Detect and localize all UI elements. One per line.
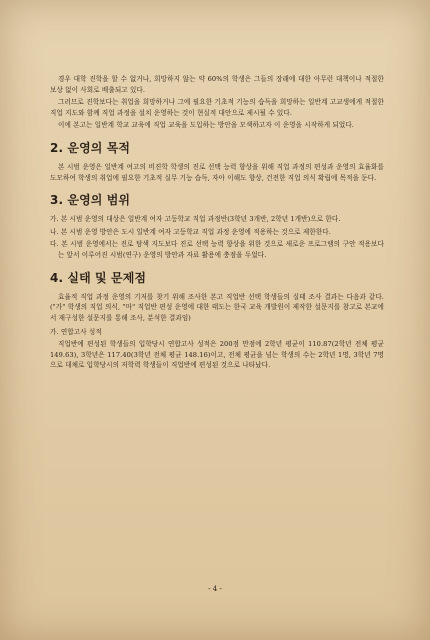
section-3-item-ga: 가. 본 시범 운영의 대상은 일반계 여자 고등학교 직업 과정반(3학년 3개반, 2학년 1개반)으로 한다. (50, 215, 341, 224)
section-3-item-na: 나. 본 시범 운영 방안은 도시 일반계 여자 고등학교 직업 과정 운영에 적용하는 것으로 제한한다. (50, 227, 331, 236)
section-2-heading: 2. 운영의 목적 (50, 140, 131, 155)
section-3-item-da: 다. 본 시범 운영에서는 진로 탐색 지도보다 진로 선택 능력 향상을 위한 것으로 새로운 프로그램의 구안 적용보다는 앞서 이루어진 시범(연구) 운영의 방안과 자료 활용에 충점을 두었다. (50, 240, 384, 259)
intro-paragraph-3: 이에 본고는 일반계 학교 교육에 직업 교육을 도입하는 방안을 모색하고자 이 운영을 시작하게 되었다. (58, 121, 354, 130)
section-3-heading: 3. 운영의 범위 (50, 193, 131, 208)
section-4-sub-text: 직업반에 편성된 학생들의 입학당시 연합고사 성적은 200점 만점에 2학년 평균이 110.87(2학년 전체 평균 149.63), 3학년은 117.40(3학년 전체 평균 148.16)이고, 전체 평균을 넘는 학생의 수는 2학년 1명, 3학년 7명 으로 대체로 입학당시의 저학력 학생들이 직업반에 편성된 것으로 나타났다. (50, 339, 384, 370)
section-4-paragraph: 효율적 직업 과정 운영의 기저를 찾기 위해 조사한 본고 직업반 선택 학생들의 실태 조사 결과는 다음과 같다.("가" 학생의 직업 의식, "마" 직업반 편성 운영에 대한 태도는 한국 교육 개발원이 제작한 설문지를 참고로 본교에서 재구성한 설문지를 통해 조사, 분석한 결과임) (50, 292, 384, 322)
section-4-sub-title: 가. 연합고사 성적 (50, 328, 102, 337)
section-4-heading: 4. 실태 및 문제점 (50, 270, 147, 285)
page-content (50, 74, 384, 373)
page-number: - 4 - (208, 585, 222, 593)
intro-paragraph-2: 그러므로 진학보다는 취업을 희망하거나 그에 필요한 기초적 기능의 습득을 희망하는 일반계 고교생에게 적절한 직업 지도와 함께 직업 과정을 설치 운영하는 것이 현실적 대안으로 제시될 수 있다. (50, 98, 384, 117)
section-2-paragraph: 본 시범 운영은 일반계 여고의 비진학 학생의 진로 선택 능력 향상을 위해 직업 과정의 편성과 운영의 효율화를 도모하여 학생의 취업에 필요한 기초적 실무 기능 습득, 자아 이해도 향상, 건전한 직업 의식 확립에 목적을 둔다. (50, 162, 384, 182)
intro-paragraph-1: 경우 대학 진학을 할 수 없거나, 희망하지 않는 약 60%의 학생은 그들의 장래에 대한 아무런 대책이나 적절한 보상 없이 사회로 배출되고 있다. (50, 75, 384, 94)
